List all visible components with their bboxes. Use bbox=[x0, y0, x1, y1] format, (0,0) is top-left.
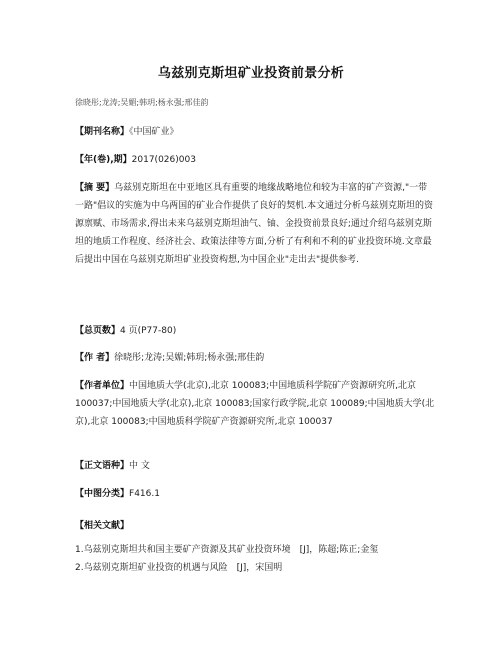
author-line: 徐晓彤;龙涛;吴媚;韩玥;杨永强;邢佳韵 bbox=[75, 98, 209, 107]
year-field bbox=[75, 151, 435, 169]
affiliation-field bbox=[75, 377, 435, 431]
affiliation-value: 中国地质大学(北京),北京 100083;中国地质科学院矿产资源研究所,北京 100037;中国地质大学(北京),北京 100083;国家行政学院,北京 100089;中国地质大学(北京),北京 100083;中国地质科学院矿产资源研究所,北京 100037 bbox=[75, 381, 435, 427]
classification-label: 【中图分类】 bbox=[75, 489, 130, 499]
year-label: 【年(卷),期】 bbox=[75, 155, 132, 165]
abstract-value: 乌兹别克斯坦在中亚地区具有重要的地缘战略地位和较为丰富的矿产资源,"一带一路"倡议的实施为中乌两国的矿业合作提供了良好的契机.本文通过分析乌兹别克斯坦的资源禀赋、市场需求,得出未来乌兹别克斯坦油气、铀、金投资前景良好;通过介绍乌兹别克斯坦的地质工作程度、经济社会、政策法律等方面,分析了有利和不利的矿业投资环境.文章最后提出中国在乌兹别克斯坦矿业投资构想,为中国企业"走出去"提供参考. bbox=[75, 183, 434, 265]
classification-field bbox=[75, 485, 435, 503]
language-label: 【正文语种】 bbox=[75, 461, 130, 471]
authors-field bbox=[75, 349, 435, 367]
language-value: 中 文 bbox=[129, 461, 150, 471]
pages-label: 【总页数】 bbox=[75, 326, 121, 336]
journal-value: 《中国矿业》 bbox=[129, 127, 179, 137]
year-value: 2017(026)003 bbox=[131, 155, 196, 165]
reference-item[interactable]: 1.乌兹别克斯坦共和国主要矿产资源及其矿业投资环境 [J]，陈超;陈正;金玺 bbox=[75, 545, 379, 555]
language-field bbox=[75, 457, 435, 475]
authors-value: 徐晓彤;龙涛;吴媚;韩玥;杨永强;邢佳韵 bbox=[114, 353, 265, 363]
abstract-label: 【摘 要】 bbox=[75, 183, 115, 193]
pages-field bbox=[75, 322, 435, 340]
paper-title: 乌兹别克斯坦矿业投资前景分析 bbox=[157, 66, 345, 81]
classification-value: F416.1 bbox=[129, 489, 160, 499]
journal-label: 【期刊名称】 bbox=[75, 127, 130, 137]
references-heading: 【相关文献】 bbox=[75, 521, 130, 531]
reference-item[interactable]: 2.乌兹别克斯坦矿业投资的机遇与风险 [J]，宋国明 bbox=[75, 563, 283, 573]
affiliation-label: 【作者单位】 bbox=[75, 381, 130, 391]
pages-value: 4 页(P77-80) bbox=[120, 326, 177, 336]
abstract-field bbox=[75, 179, 435, 269]
journal-field bbox=[75, 123, 435, 141]
authors-label: 【作 者】 bbox=[75, 353, 115, 363]
